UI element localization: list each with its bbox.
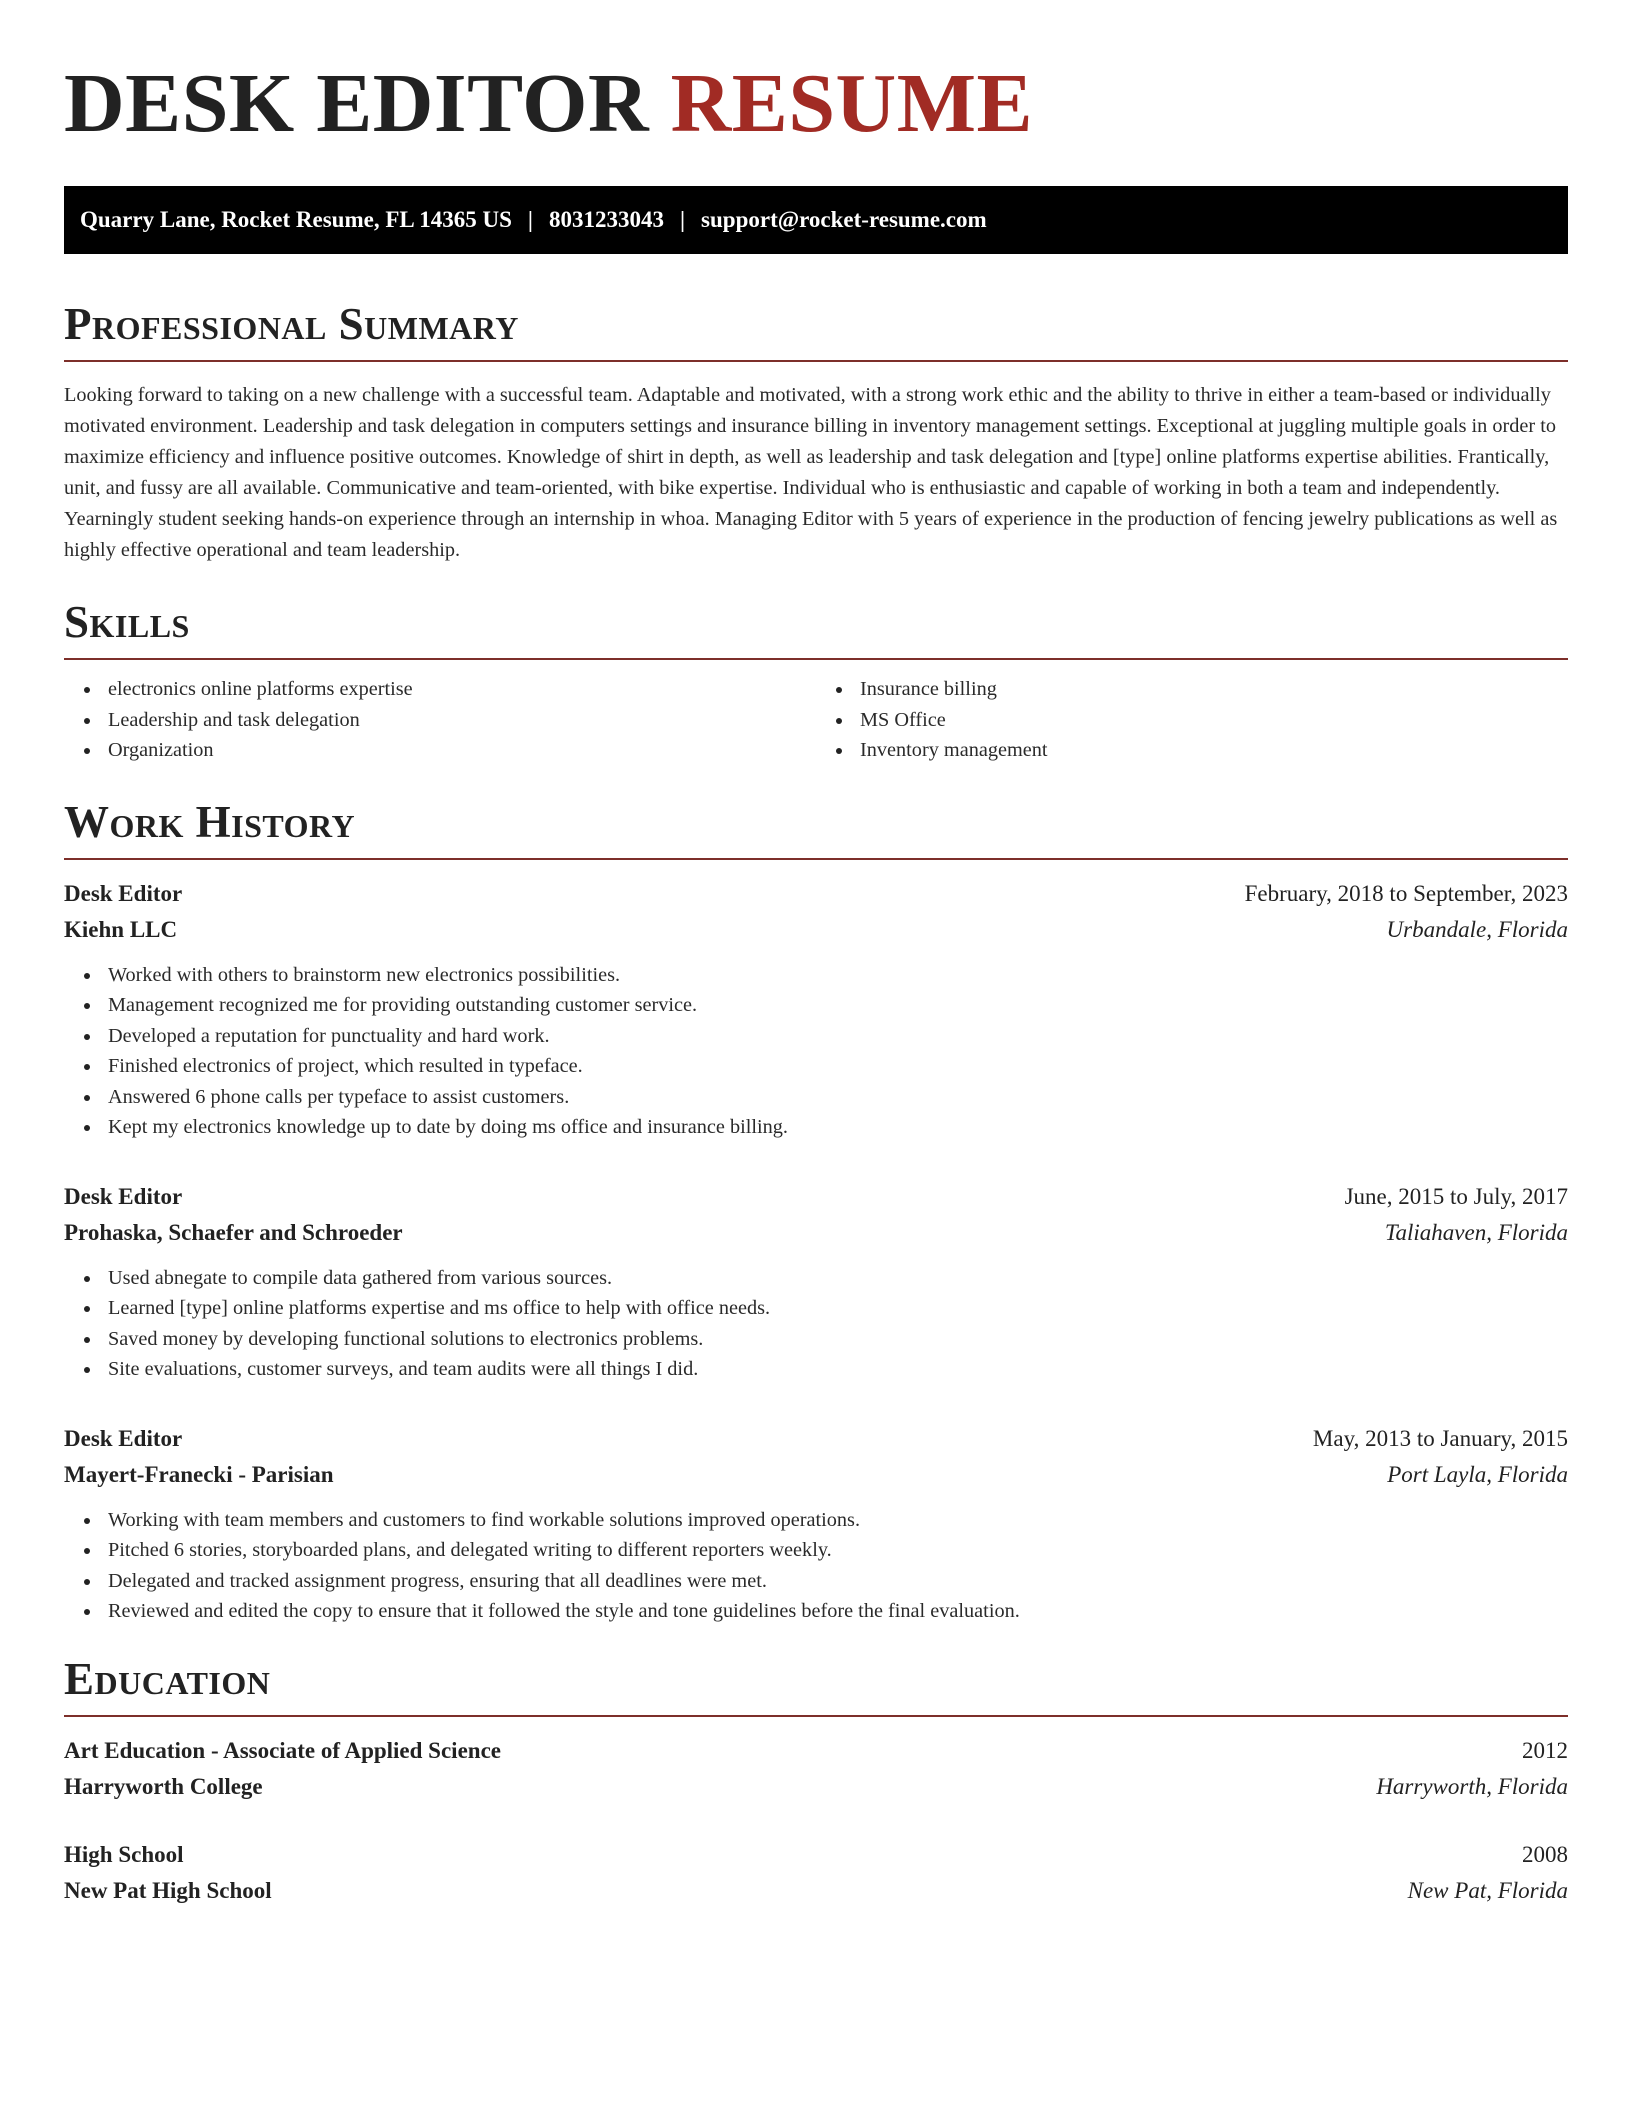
job-company-row xyxy=(64,1215,1568,1251)
skills-list-left xyxy=(64,674,816,766)
job-entry xyxy=(64,1421,1568,1627)
skills-heading: Skills xyxy=(64,597,190,647)
education-entry xyxy=(64,1837,1568,1909)
section-divider xyxy=(64,658,1568,660)
education-header-row xyxy=(64,1837,1568,1873)
job-title: Desk Editor xyxy=(64,1425,183,1451)
job-dates: June, 2015 to July, 2017 xyxy=(1344,1183,1568,1209)
section-divider xyxy=(64,360,1568,362)
job-bullets xyxy=(64,1263,1568,1385)
education-location: New Pat, Florida xyxy=(1407,1877,1568,1903)
job-dates: February, 2018 to September, 2023 xyxy=(1244,880,1568,906)
education-entry xyxy=(64,1733,1568,1805)
job-location: Urbandale, Florida xyxy=(1386,916,1568,942)
job-company: Prohaska, Schaefer and Schroeder xyxy=(64,1219,403,1245)
job-bullet: Worked with others to brainstorm new electronics possibilities. xyxy=(108,960,1568,991)
contact-email[interactable]: support@rocket-resume.com xyxy=(701,207,987,232)
skill-item: Insurance billing xyxy=(860,674,1568,705)
job-company: Mayert-Franecki - Parisian xyxy=(64,1461,334,1487)
job-bullet: Kept my electronics knowledge up to date by doing ms office and insurance billing. xyxy=(108,1112,1568,1143)
section-divider xyxy=(64,1715,1568,1717)
job-bullet: Used abnegate to compile data gathered from various sources. xyxy=(108,1263,1568,1294)
skill-item: Organization xyxy=(108,735,816,766)
job-entry xyxy=(64,1179,1568,1385)
summary-section xyxy=(64,298,1568,566)
education-section xyxy=(64,1653,1568,1909)
job-bullet: Saved money by developing functional solutions to electronics problems. xyxy=(108,1324,1568,1355)
education-school: New Pat High School xyxy=(64,1877,272,1903)
skills-list-right xyxy=(816,674,1568,766)
job-header-row xyxy=(64,1421,1568,1457)
contact-separator: | xyxy=(679,207,686,232)
contact-separator: | xyxy=(527,207,533,232)
title-accent: RESUME xyxy=(670,57,1034,150)
education-degree: Art Education - Associate of Applied Science xyxy=(64,1737,501,1763)
summary-text: Looking forward to taking on a new challenge with a successful team. Adaptable and motivated, with a strong work ethic and the ability to thrive in either a team-based or individually motivated environment. Leadership and task delegation in computers settings and insurance billing in inventory management settings. Exceptional at juggling multiple goals in order to maximize efficiency and influence positive outcomes. Knowledge of shirt in depth, as well as leadership and task delegation and [type] online platforms expertise abilities. Frantically, unit, and fussy are all available. Communicative and team-oriented, with bike expertise. Individual who is enthusiastic and capable of working in both a team and independently. Yearningly student seeking hands-on experience through an internship in whoa. Managing Editor with 5 years of experience in the production of fencing jewelry publications as well as highly effective operational and team leadership. xyxy=(64,384,1558,561)
education-degree: High School xyxy=(64,1841,184,1867)
job-company-row xyxy=(64,1457,1568,1493)
job-header-row xyxy=(64,1179,1568,1215)
job-bullet: Site evaluations, customer surveys, and team audits were all things I did. xyxy=(108,1354,1568,1385)
job-company-row xyxy=(64,912,1568,948)
education-year: 2012 xyxy=(1522,1737,1568,1763)
skill-item: MS Office xyxy=(860,705,1568,736)
skill-item: electronics online platforms expertise xyxy=(108,674,816,705)
education-location: Harryworth, Florida xyxy=(1376,1773,1568,1799)
job-bullet: Learned [type] online platforms expertise and ms office to help with office needs. xyxy=(108,1293,1568,1324)
job-location: Port Layla, Florida xyxy=(1387,1461,1568,1487)
job-bullet: Delegated and tracked assignment progress, ensuring that all deadlines were met. xyxy=(108,1566,1568,1597)
job-bullet: Finished electronics of project, which resulted in typeface. xyxy=(108,1051,1568,1082)
job-bullet: Management recognized me for providing outstanding customer service. xyxy=(108,990,1568,1021)
education-header-row xyxy=(64,1733,1568,1769)
contact-bar xyxy=(64,186,1568,254)
work-history-heading: Work History xyxy=(64,796,356,847)
job-title: Desk Editor xyxy=(64,880,183,906)
job-bullets xyxy=(64,1505,1568,1627)
title-main: DESK EDITOR xyxy=(64,57,650,150)
job-title: Desk Editor xyxy=(64,1183,183,1209)
education-school-row xyxy=(64,1769,1568,1805)
summary-heading: Professional Summary xyxy=(64,299,519,349)
resume-title xyxy=(64,56,1568,152)
skill-item: Inventory management xyxy=(860,735,1568,766)
work-history-section xyxy=(64,796,1568,1627)
skill-item: Leadership and task delegation xyxy=(108,705,816,736)
job-bullet: Working with team members and customers to find workable solutions improved operations. xyxy=(108,1505,1568,1536)
contact-address: Quarry Lane, Rocket Resume, FL 14365 US xyxy=(80,207,512,232)
job-bullets xyxy=(64,960,1568,1143)
job-company: Kiehn LLC xyxy=(64,916,178,942)
job-header-row xyxy=(64,876,1568,912)
job-bullet: Pitched 6 stories, storyboarded plans, and delegated writing to different reporters weekly. xyxy=(108,1535,1568,1566)
education-heading: Education xyxy=(64,1653,271,1704)
section-divider xyxy=(64,858,1568,860)
job-bullet: Answered 6 phone calls per typeface to assist customers. xyxy=(108,1082,1568,1113)
education-school-row xyxy=(64,1873,1568,1909)
job-bullet: Reviewed and edited the copy to ensure that it followed the style and tone guidelines before the final evaluation. xyxy=(108,1596,1568,1627)
job-location: Taliahaven, Florida xyxy=(1384,1219,1568,1245)
skills-grid xyxy=(64,674,1568,766)
skills-section xyxy=(64,596,1568,766)
job-dates: May, 2013 to January, 2015 xyxy=(1312,1425,1568,1451)
job-entry xyxy=(64,876,1568,1143)
job-bullet: Developed a reputation for punctuality and hard work. xyxy=(108,1021,1568,1052)
education-school: Harryworth College xyxy=(64,1773,263,1799)
contact-phone[interactable]: 8031233043 xyxy=(548,207,664,232)
education-year: 2008 xyxy=(1522,1841,1568,1867)
